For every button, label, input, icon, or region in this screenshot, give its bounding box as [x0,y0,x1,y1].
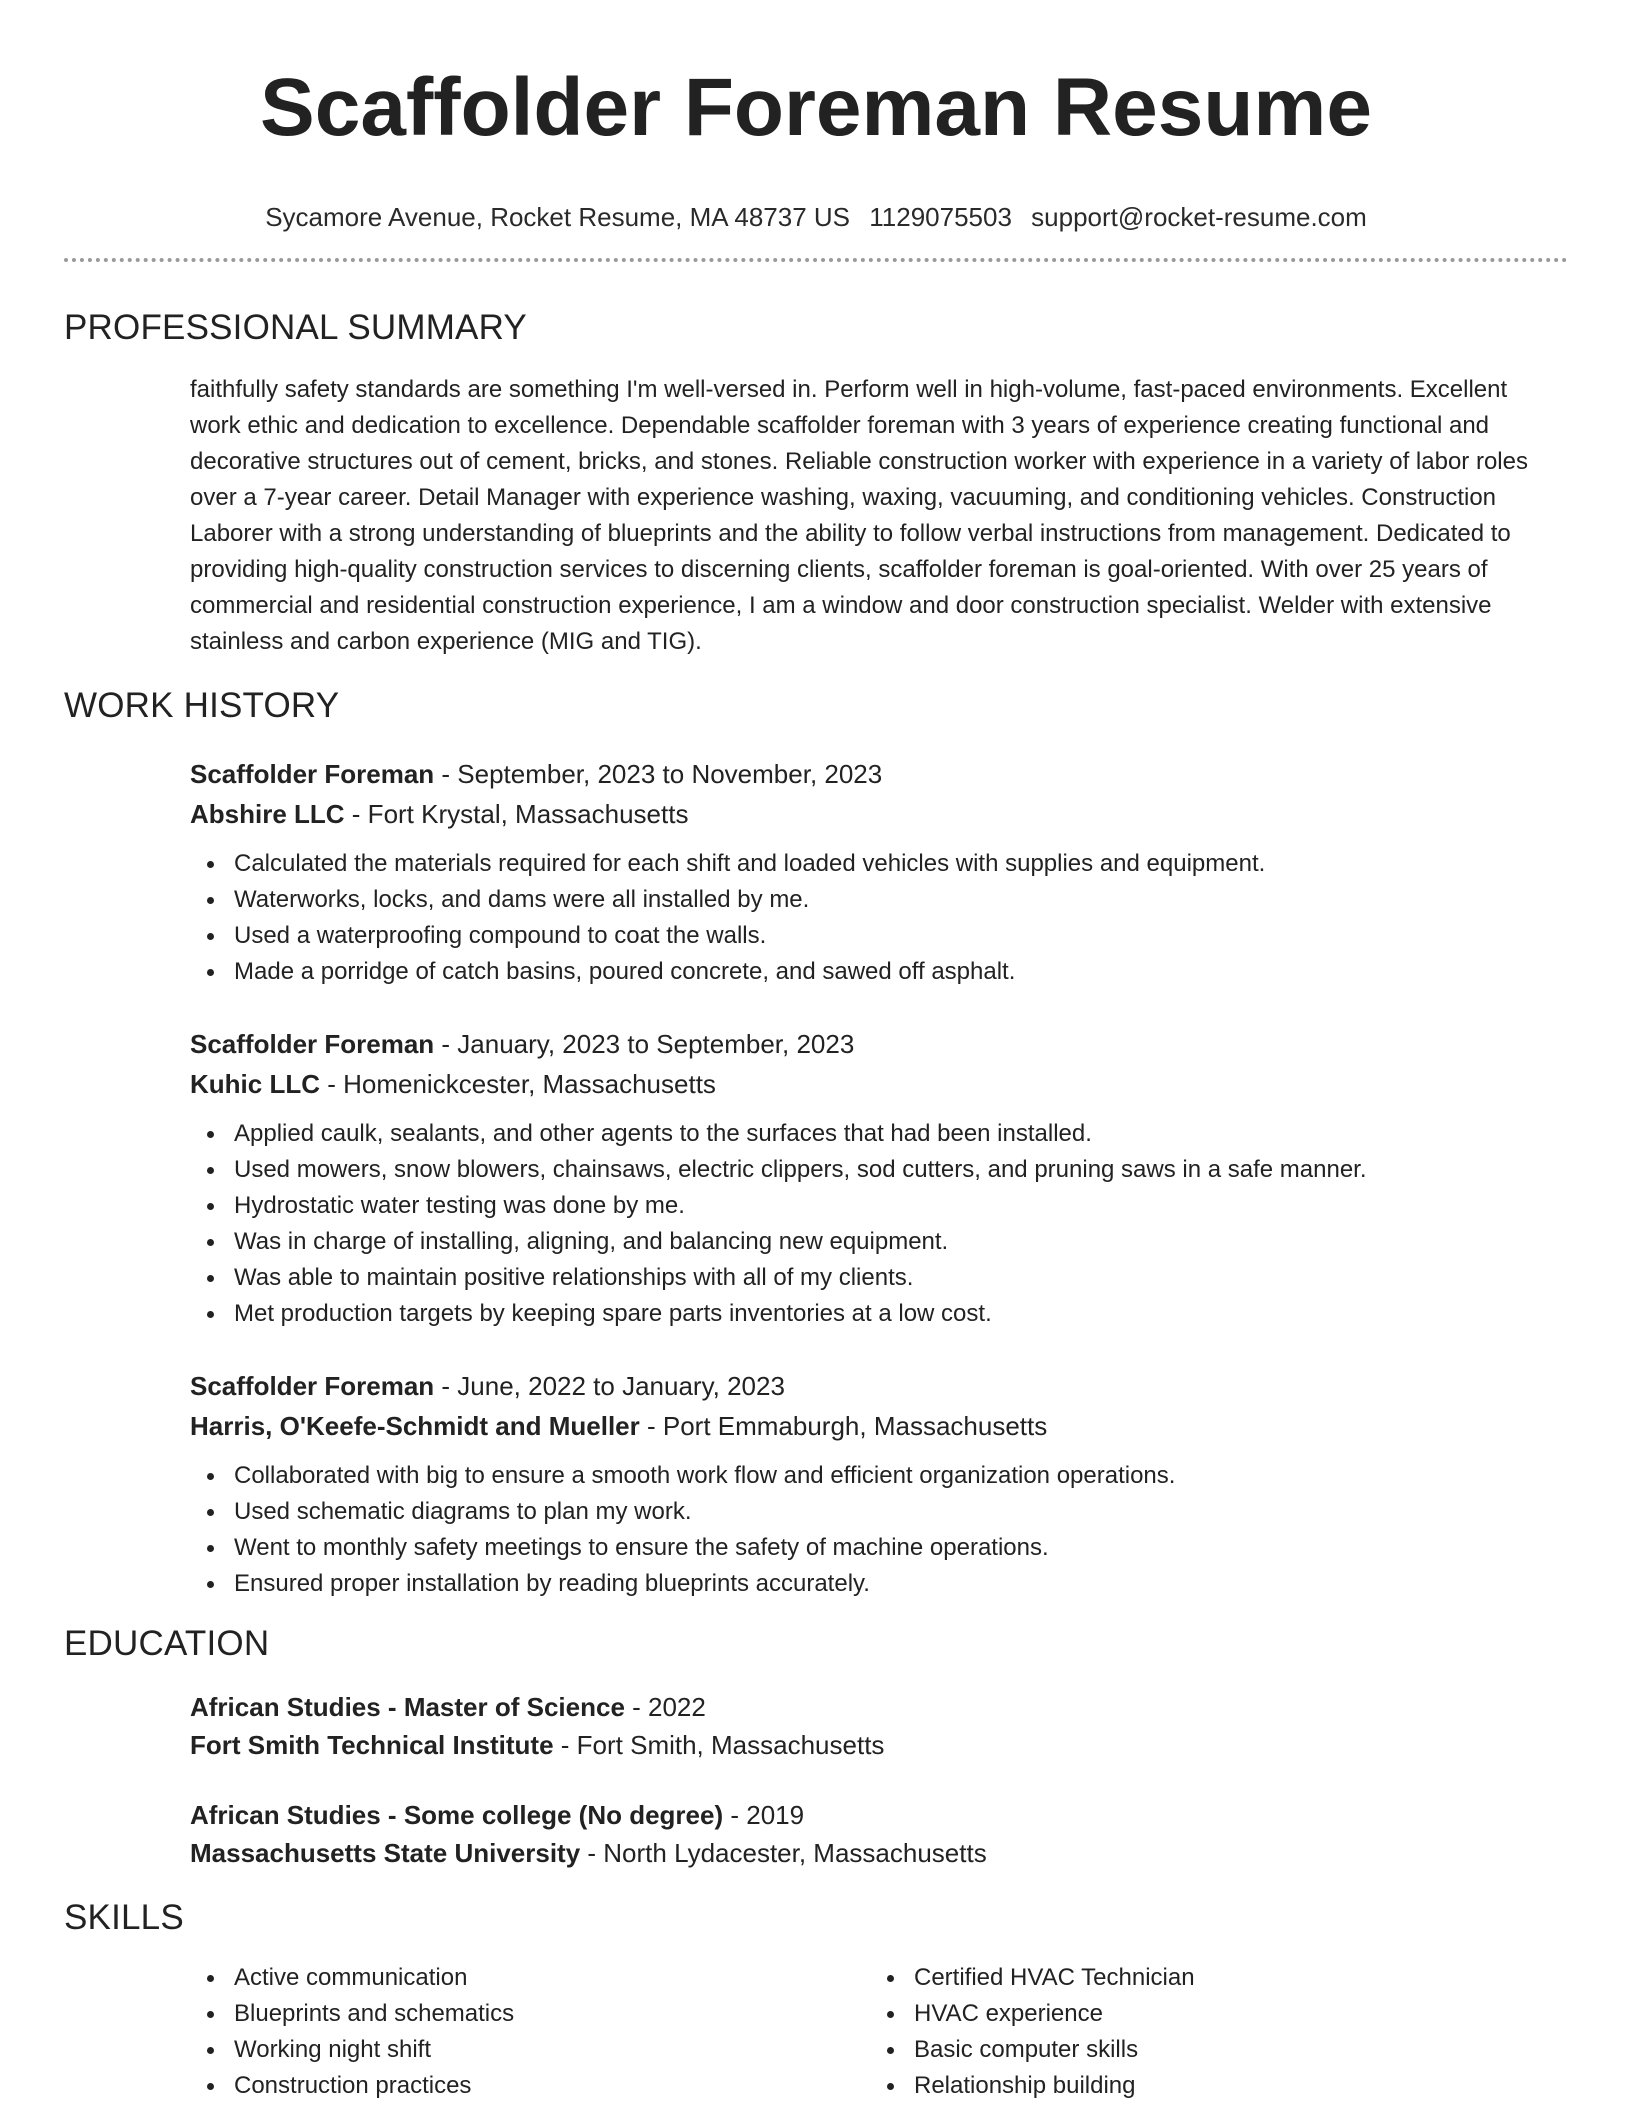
skills-list [190,1960,870,2104]
list-item: Went to monthly safety meetings to ensure the safety of machine operations. [190,1530,1568,1566]
job-entry [190,754,1568,990]
job-title-line [190,1366,1568,1406]
job-company: Abshire LLC [190,799,345,829]
job-company-line [190,794,1568,834]
contact-line [64,200,1568,234]
education-heading: EDUCATION [64,1624,270,1663]
list-item: Was able to maintain positive relationships with all of my clients. [190,1260,1568,1296]
list-item: Used schematic diagrams to plan my work. [190,1494,1568,1530]
education-entry [190,1688,1568,1764]
education-school-line [190,1834,1568,1872]
skills-column-right [870,1960,1550,2104]
list-item: Waterworks, locks, and dams were all installed by me. [190,882,1568,918]
skills-grid [190,1960,1568,2104]
list-item: Collaborated with big to ensure a smooth work flow and efficient organization operations. [190,1458,1568,1494]
list-item: Ensured proper installation by reading blueprints accurately. [190,1566,1568,1602]
education-degree: African Studies - Master of Science [190,1692,625,1722]
list-item: Met production targets by keeping spare parts inventories at a low cost. [190,1296,1568,1332]
list-item: Used a waterproofing compound to coat the walls. [190,918,1568,954]
resume-title: Scaffolder Foreman Resume [260,62,1372,153]
education-location: - Fort Smith, Massachusetts [553,1730,885,1760]
skill-item: Construction practices [190,2068,870,2104]
skill-item: Blueprints and schematics [190,1996,870,2032]
job-location: - Port Emmaburgh, Massachusetts [639,1411,1048,1441]
skills-list [870,1960,1550,2104]
skill-item: Basic computer skills [870,2032,1550,2068]
contact-address: Sycamore Avenue, Rocket Resume, MA 48737 US [265,202,851,232]
contact-phone: 1129075503 [869,202,1012,232]
job-company: Kuhic LLC [190,1069,320,1099]
job-company-line [190,1406,1568,1446]
skill-item: Working night shift [190,2032,870,2068]
list-item: Applied caulk, sealants, and other agents to the surfaces that had been installed. [190,1116,1568,1152]
list-item: Hydrostatic water testing was done by me. [190,1188,1568,1224]
list-item: Was in charge of installing, aligning, and balancing new equipment. [190,1224,1568,1260]
education-year: - 2019 [723,1800,805,1830]
list-item: Calculated the materials required for each shift and loaded vehicles with supplies and equipment. [190,846,1568,882]
job-dates: - January, 2023 to September, 2023 [434,1029,855,1059]
education-degree-line [190,1688,1568,1726]
job-title-line [190,754,1568,794]
education-entry [190,1796,1568,1872]
education-school: Fort Smith Technical Institute [190,1730,554,1760]
skill-item: Relationship building [870,2068,1550,2104]
list-item: Used mowers, snow blowers, chainsaws, electric clippers, sod cutters, and pruning saws in a safe manner. [190,1152,1568,1188]
education-school-line [190,1726,1568,1764]
job-duties-list [190,1116,1568,1332]
skill-item: Certified HVAC Technician [870,1960,1550,1996]
job-duties-list [190,846,1568,990]
job-title-line [190,1024,1568,1064]
job-company-line [190,1064,1568,1104]
job-company: Harris, O'Keefe-Schmidt and Mueller [190,1411,640,1441]
skill-item: HVAC experience [870,1996,1550,2032]
education-school: Massachusetts State University [190,1838,581,1868]
job-title: Scaffolder Foreman [190,759,435,789]
education-degree: African Studies - Some college (No degree) [190,1800,724,1830]
job-title: Scaffolder Foreman [190,1371,435,1401]
education-year: - 2022 [624,1692,706,1722]
header-divider [64,258,1568,262]
job-entry [190,1024,1568,1332]
job-title: Scaffolder Foreman [190,1029,435,1059]
list-item: Made a porridge of catch basins, poured concrete, and sawed off asphalt. [190,954,1568,990]
job-location: - Homenickcester, Massachusetts [320,1069,716,1099]
skills-heading: SKILLS [64,1898,184,1937]
summary-heading: PROFESSIONAL SUMMARY [64,308,527,347]
job-dates: - September, 2023 to November, 2023 [434,759,883,789]
education-degree-line [190,1796,1568,1834]
job-dates: - June, 2022 to January, 2023 [434,1371,785,1401]
job-duties-list [190,1458,1568,1602]
contact-email: support@rocket-resume.com [1031,202,1367,232]
skill-item: Active communication [190,1960,870,1996]
work-history-heading: WORK HISTORY [64,686,340,725]
summary-text: faithfully safety standards are something I'm well-versed in. Perform well in high-volume, fast-paced environments. Excellent work ethic and dedication to excellence. Dependable scaffolder foreman with 3 years of experience creating functional and decorative structures out of cement, bricks, and stones. Reliable construction worker with experience in a variety of labor roles over a 7-year career. Detail Manager with experience washing, waxing, vacuuming, and conditioning vehicles. Construction Laborer with a strong understanding of blueprints and the ability to follow verbal instructions from management. Dedicated to providing high-quality construction services to discerning clients, scaffolder foreman is goal-oriented. With over 25 years of commercial and residential construction experience, I am a window and door construction specialist. Welder with extensive stainless and carbon experience (MIG and TIG). [190,376,1528,655]
skills-column-left [190,1960,870,2104]
education-location: - North Lydacester, Massachusetts [580,1838,987,1868]
job-location: - Fort Krystal, Massachusetts [344,799,689,829]
job-entry [190,1366,1568,1602]
